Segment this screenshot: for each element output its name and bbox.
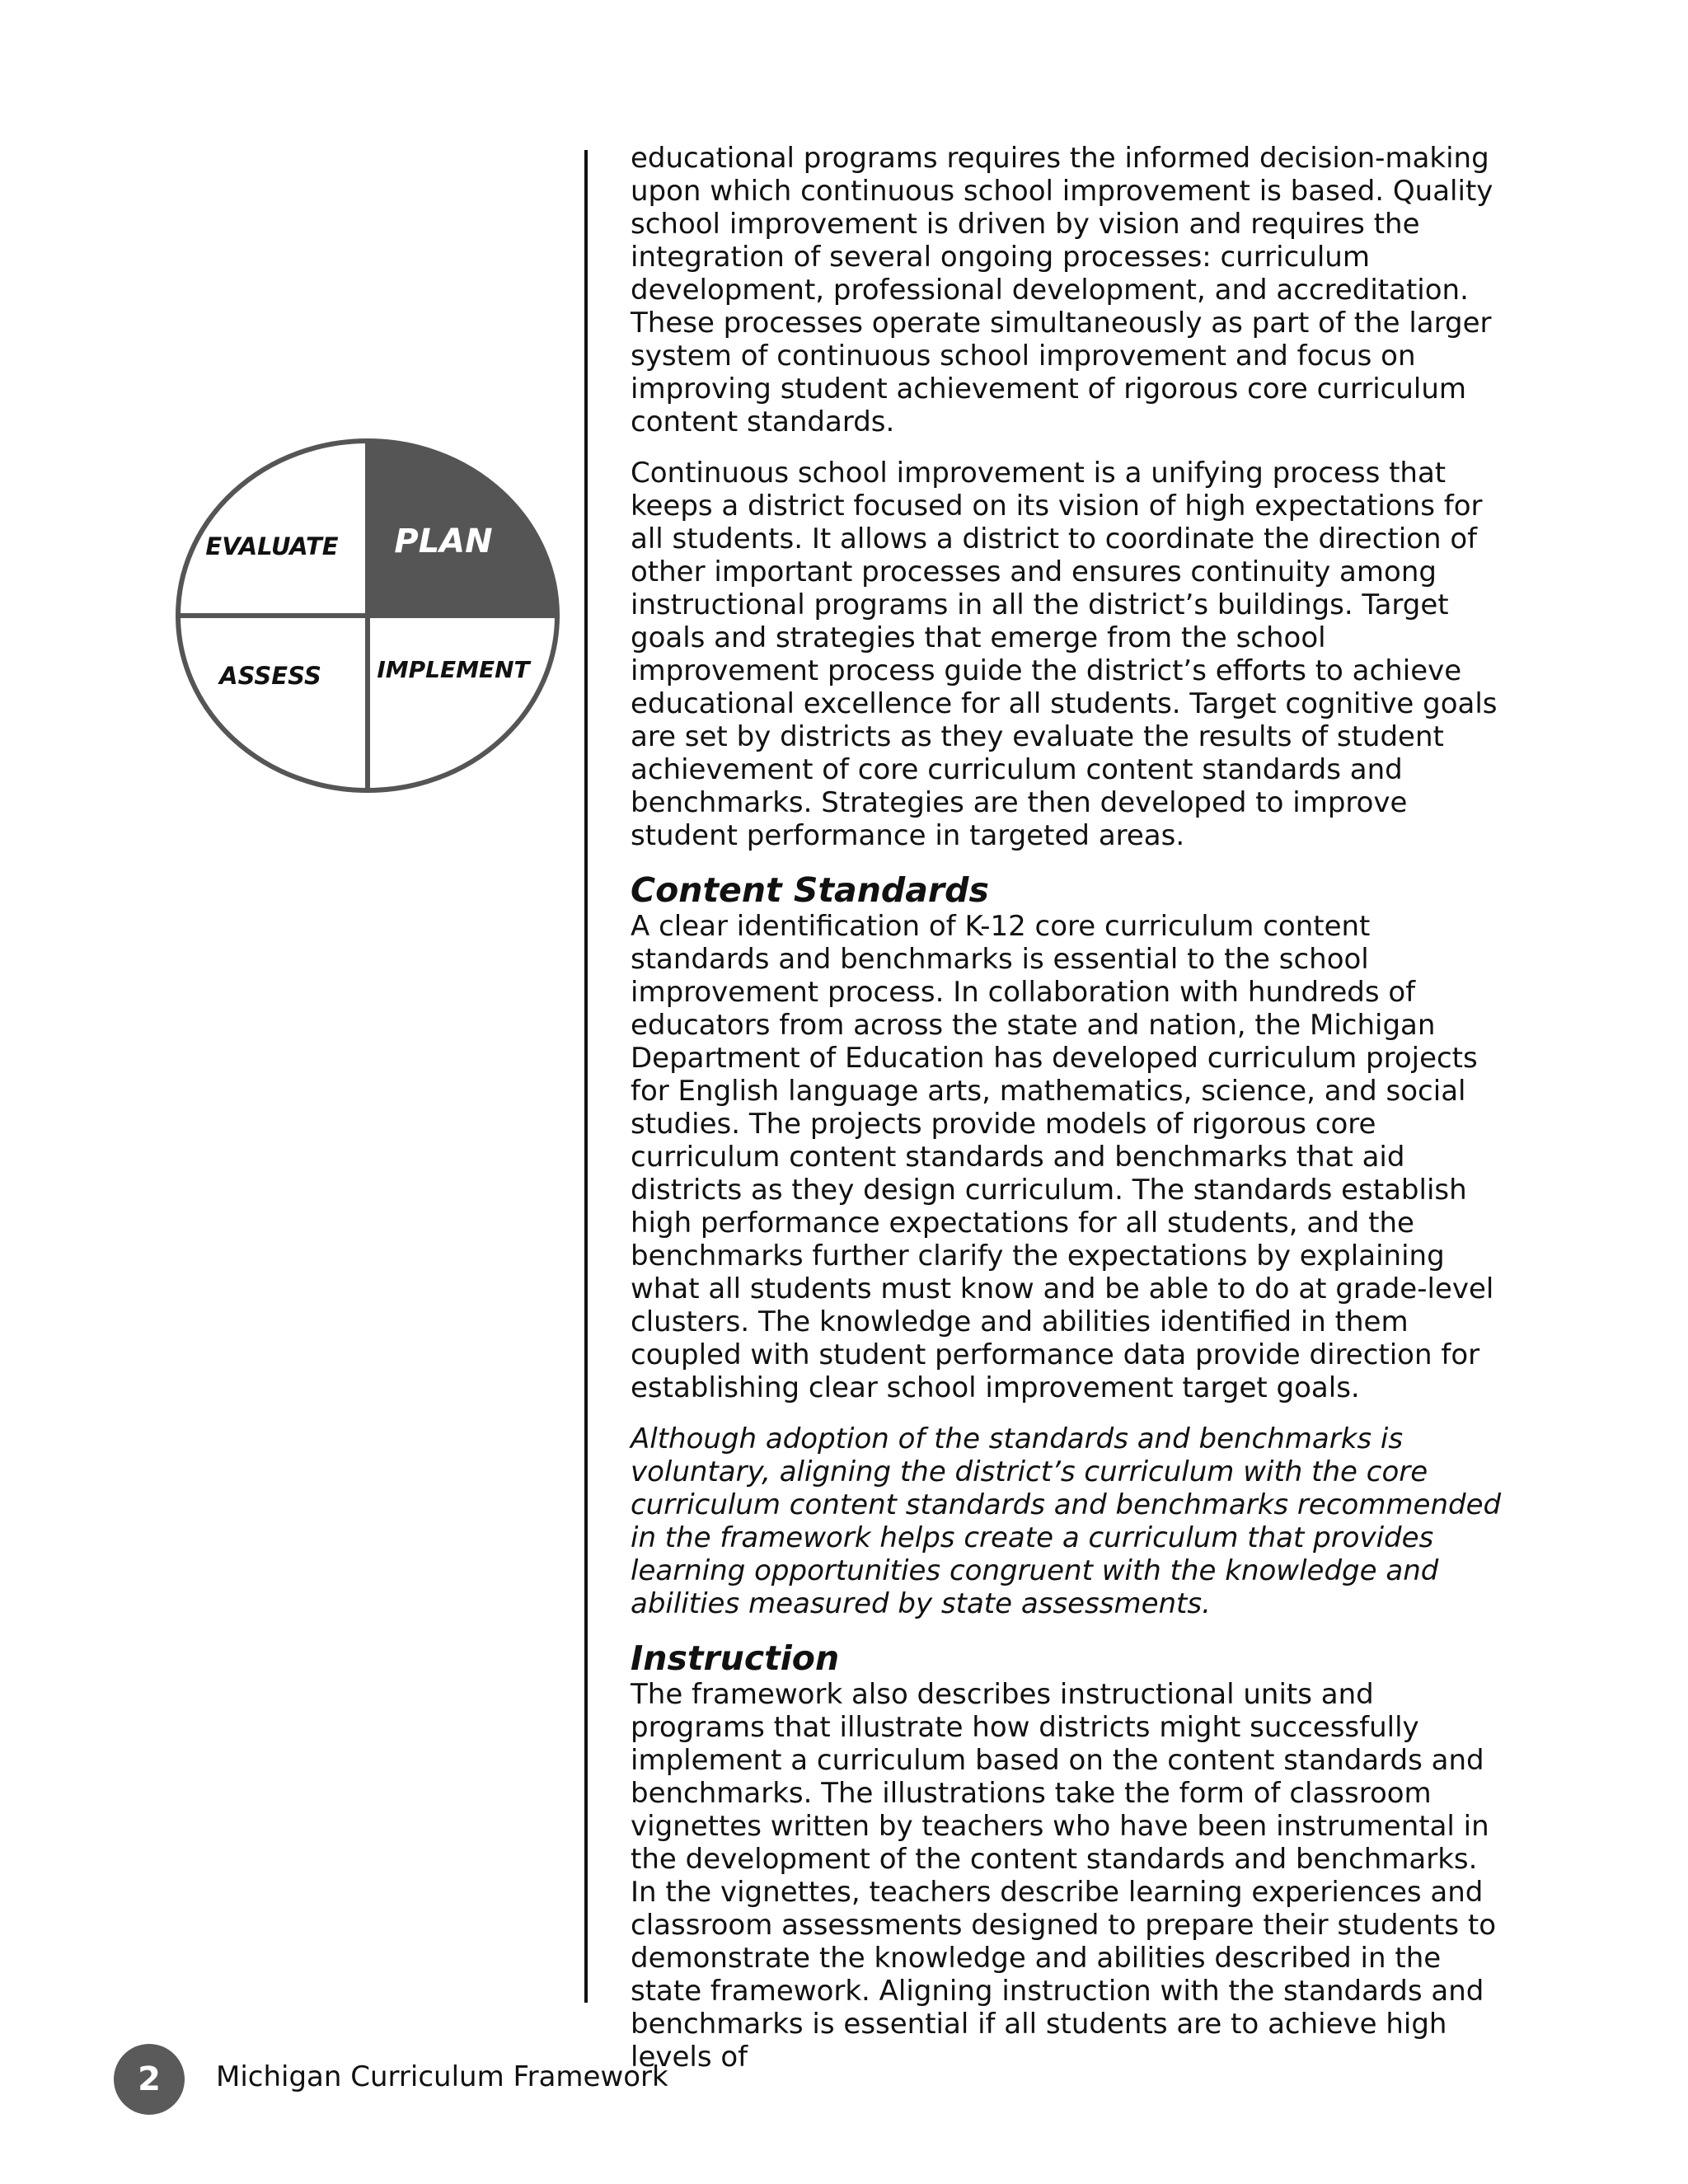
plan-label: PLAN [394, 523, 493, 560]
school-improvement-cycle-diagram [165, 433, 560, 812]
column-divider [584, 150, 588, 2003]
assess-label: ASSESS [219, 662, 321, 690]
main-text-column [631, 142, 1504, 2092]
heading-content-standards: Content Standards [631, 870, 989, 910]
page-number-badge: 2 [114, 2044, 185, 2115]
cycle-diagram-svg [165, 433, 560, 812]
paragraph-content-standards: A clear identification of K-12 core curriculum content standards and benchmarks is essential to the school improvement process. In collaboration with hundreds of educators from across the state and nation, the Michigan Department of Education has developed curriculum projects for English language arts, mathematics, science, and social studies. The projects provide models of rigorous core curriculum content standards and benchmarks that aid districts as they design curriculum. The standards establish high performance expectations for all students, and the benchmarks further clarify the expectations by explaining what all students must know and be able to do at grade-level clusters. The knowledge and abilities identified in them coupled with student performance data provide direction for establishing clear school improvement target goals. [631, 910, 1494, 1404]
paragraph-adoption-note: Although adoption of the standards and benchmarks is voluntary, aligning the district’s curriculum with the core curriculum content standards and benchmarks recommended in the framework helps create a curriculum that provides learning opportunities congruent with the knowledge and abilities measured by state assessments. [631, 1422, 1502, 1620]
heading-instruction: Instruction [631, 1638, 840, 1678]
implement-label: IMPLEMENT [377, 656, 530, 683]
paragraph-continuous-improvement: Continuous school improvement is a unifying process that keeps a district focused on its vision of high expectations for all students. It allows a district to coordinate the direction of other important processes and ensures continuity among instructional programs in all the district’s buildings. Target goals and strategies that emerge from the school improvement process guide the district’s efforts to achieve educational excellence for all students. Target cognitive goals are set by districts as they evaluate the results of student achievement of core curriculum content standards and benchmarks. Strategies are then developed to improve student performance in targeted areas. [631, 457, 1498, 852]
paragraph-instruction: The framework also describes instructional units and programs that illustrate how districts might successfully implement a curriculum based on the content standards and benchmarks. The illustrations take the form of classroom vignettes written by teachers who have been instrumental in the development of the content standards and benchmarks. In the vignettes, teachers describe learning experiences and classroom assessments designed to prepare their students to demonstrate the knowledge and abilities described in the state framework. Aligning instruction with the standards and benchmarks is essential if all students are to achieve high levels of [631, 1678, 1497, 2074]
paragraph-quality-improvement: educational programs requires the informed decision-making upon which continuous school improvement is based. Quality school improvement is driven by vision and requires the integration of several ongoing processes: curriculum development, professional development, and accreditation. These processes operate simultaneously as part of the larger system of continuous school improvement and focus on improving student achievement of rigorous core curriculum content standards. [631, 142, 1493, 438]
footer-publication-title: Michigan Curriculum Framework [216, 2060, 668, 2093]
evaluate-label: EVALUATE [205, 532, 339, 560]
